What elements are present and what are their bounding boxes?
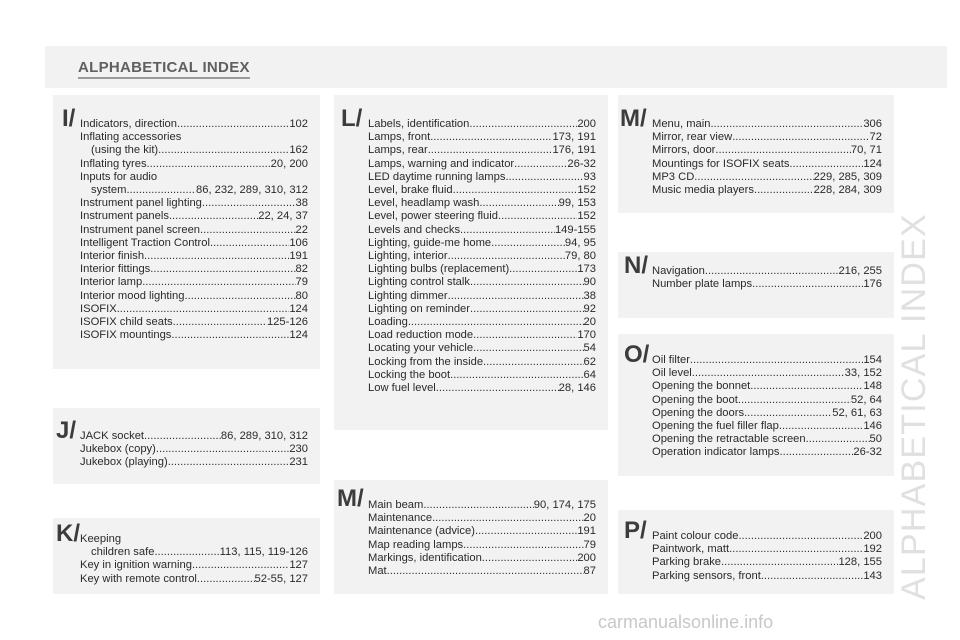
index-entry [80,250,308,263]
section-i-letter: I/ [62,105,76,132]
entry-label: Opening the fuel filler flap [652,420,779,433]
entry-label: Interior finish [80,250,145,263]
entry-pages: 176, 191 [552,144,596,157]
leader-dots [491,237,565,250]
index-entry [80,559,308,572]
entry-pages: 200 [577,551,596,564]
entry-label: Instrument panel lighting [80,197,202,210]
entry-pages: 229, 285, 309 [813,170,882,183]
entry-label: system [91,184,127,197]
index-entry [368,356,596,369]
section-o-letter: O/ [624,341,650,368]
index-entry [652,556,882,569]
entry-pages: 28, 146 [558,382,596,395]
entry-pages: 152 [577,210,596,223]
entry-pages: 127 [289,559,308,572]
index-entry [80,224,308,237]
entry-pages: 80 [295,289,308,302]
entry-label: Interior lamp [80,276,143,289]
entry-pages: 191 [577,525,596,538]
entry-label: Maintenance [368,512,433,525]
leader-dots [761,570,864,583]
entry-label: Map reading lamps [368,538,464,551]
entry-label: Parking sensors, front [652,569,761,582]
index-entry [652,380,882,393]
entry-label: Markings, identification [368,551,482,564]
entry-label: Load reduction mode [368,329,474,342]
entry-label: Opening the retractable screen [652,433,806,446]
index-entry [652,394,882,407]
entry-label: Lighting dimmer [368,289,448,302]
entry-label: JACK socket [80,430,145,442]
entry-pages: 192 [863,543,882,556]
index-entry [652,407,882,420]
entry-pages: 176 [863,278,882,291]
index-entry [368,118,596,131]
entry-label: ISOFIX mountings [80,329,172,342]
entry-pages: 72 [869,131,882,144]
entry-label: Locking the boot [368,368,451,381]
entry-label: MP3 CD [652,170,695,183]
leader-dots [168,456,290,469]
entry-pages: 200 [577,118,596,130]
leader-dots [738,530,863,543]
leader-dots [483,356,584,369]
entry-label: Low fuel level [368,382,436,395]
entry-label: Keeping [80,533,122,545]
entry-pages: 124 [863,157,882,170]
index-entry [652,420,882,433]
entry-label: Mirror, rear view [652,131,733,144]
index-entry [368,499,596,512]
index-entry [80,430,308,443]
entry-label: Levels and checks [368,223,461,236]
entry-pages: 52, 64 [850,393,882,406]
leader-dots [690,354,863,367]
index-entry [368,369,596,382]
entry-pages: 38 [295,197,308,210]
entry-pages: 125-126 [266,316,308,329]
entry-label: Interior mood lighting [80,289,185,302]
leader-dots [469,118,577,131]
leader-dots [142,276,295,289]
entry-pages: 33, 152 [844,367,882,380]
index-entry [368,382,596,395]
entry-label: Instrument panels [80,210,169,223]
entry-label: ISOFIX [80,302,117,315]
entry-label: Menu, main [652,118,711,130]
entry-pages: 306 [863,118,882,130]
leader-dots [470,303,584,316]
entry-pages: 86, 232, 289, 310, 312 [196,184,308,197]
entry-label: Lighting on reminder [368,302,470,315]
entry-pages: 82 [295,263,308,276]
leader-dots [692,367,845,380]
section-o-entries [652,354,882,460]
entry-label: children safe [91,546,155,559]
index-entry [652,367,882,380]
leader-dots [147,158,271,171]
index-entry [652,118,882,131]
entry-pages: 162 [289,144,308,157]
index-entry [652,543,882,556]
entry-pages: 102 [289,118,308,130]
entry-label: (using the kit) [91,144,159,157]
leader-dots [694,171,813,184]
entry-pages: 170 [577,329,596,342]
index-entry [80,533,308,546]
leader-dots [710,118,863,131]
entry-pages: 20 [583,512,596,525]
leader-dots [436,382,559,395]
watermark-footer: carmanualsonline.info [598,612,774,632]
index-entry [80,456,308,469]
index-entry [80,546,308,559]
section-k-letter: K/ [56,520,80,547]
entry-pages: 22, 24, 37 [258,210,308,223]
leader-dots [721,556,838,569]
index-entry [80,210,308,223]
leader-dots [171,329,289,342]
entry-pages: 231 [289,456,308,469]
entry-label: Lamps, front [368,131,431,144]
entry-pages: 124 [289,329,308,342]
entry-pages: 90, 174, 175 [533,499,596,511]
entry-pages: 92 [583,302,596,315]
index-entry [652,530,882,543]
entry-label: Level, power steering fluid [368,210,498,223]
entry-pages: 26-32 [853,446,882,459]
section-m1-letter: M/ [337,485,364,512]
leader-dots [144,430,221,443]
leader-dots [177,118,289,131]
entry-label: LED daytime running lamps [368,170,506,183]
entry-pages: 20, 200 [270,157,308,170]
leader-dots [158,144,289,157]
entry-pages: 154 [863,354,882,366]
entry-pages: 128, 155 [838,556,882,569]
index-entry [80,290,308,303]
entry-pages: 230 [289,443,308,456]
entry-label: Indicators, direction [80,118,178,130]
leader-dots [117,303,290,316]
entry-label: Oil filter [652,354,690,366]
leader-dots [423,499,533,512]
leader-dots [144,250,289,263]
index-entry [368,290,596,303]
leader-dots [448,290,584,303]
leader-dots [754,184,814,197]
entry-pages: 148 [863,380,882,393]
index-entry [652,171,882,184]
entry-label: Main beam [368,499,424,511]
leader-dots [482,552,578,565]
entry-pages: 79 [583,538,596,551]
index-entry [652,131,882,144]
entry-pages: 90 [583,276,596,289]
index-entry [80,237,308,250]
section-p-letter: P/ [624,517,647,544]
index-entry [368,342,596,355]
entry-pages: 52-55, 127 [254,572,308,585]
index-entry [80,276,308,289]
entry-label: Locking from the inside [368,355,484,368]
leader-dots [192,559,289,572]
entry-label: Lighting bulbs (replacement) [368,263,510,276]
index-entry [652,184,882,197]
leader-dots [448,250,565,263]
entry-pages: 173, 191 [552,131,596,144]
side-title: ALPHABETICAL INDEX [895,213,933,600]
entry-label: Loading [368,316,408,329]
index-entry [368,512,596,525]
index-entry [80,158,308,171]
entry-label: Key with remote control [80,572,197,585]
entry-pages: 173 [577,263,596,276]
entry-label: Intelligent Traction Control [80,236,210,249]
leader-dots [744,407,832,420]
leader-dots [463,539,583,552]
entry-label: Locating your vehicle [368,342,474,355]
leader-dots [470,276,584,289]
index-entry [652,446,882,459]
entry-pages: 124 [289,302,308,315]
leader-dots [752,278,863,291]
leader-dots [738,394,851,407]
entry-pages: 99, 153 [558,197,596,210]
leader-dots [473,329,577,342]
leader-dots [156,443,289,456]
leader-dots [169,210,258,223]
entry-label: Music media players [652,184,754,197]
entry-label: Lighting, guide-me home [368,236,492,249]
entry-pages: 52, 61, 63 [832,406,882,419]
index-entry [652,570,882,583]
entry-pages: 79 [295,276,308,289]
leader-dots [200,224,296,237]
index-entry [80,303,308,316]
entry-pages: 54 [583,342,596,355]
leader-dots [705,265,839,278]
entry-pages: 106 [289,236,308,249]
entry-label: Opening the bonnet [652,380,751,393]
entry-pages: 149-155 [554,223,596,236]
index-entry [368,224,596,237]
entry-label: Inflating tyres [80,157,147,170]
index-entry [368,237,596,250]
index-entry [652,278,882,291]
entry-label: Lighting control stalk [368,276,470,289]
section-i-entries [80,118,308,342]
index-entry [368,263,596,276]
leader-dots [750,380,863,393]
leader-dots [789,158,863,171]
index-entry [368,329,596,342]
entry-label: Operation indicator lamps [652,446,780,459]
index-entry [368,184,596,197]
section-n-entries [652,265,882,291]
entry-label: Jukebox (playing) [80,456,168,469]
leader-dots [473,342,583,355]
index-entry [80,197,308,210]
index-entry [368,144,596,157]
leader-dots [184,290,295,303]
section-m2-entries [652,118,882,197]
index-entry [368,303,596,316]
entry-pages: 94, 95 [564,236,596,249]
index-entry [652,354,882,367]
entry-label: Jukebox (copy) [80,443,156,456]
entry-pages: 70, 71 [850,144,882,157]
leader-dots [715,144,850,157]
leader-dots [806,433,870,446]
entry-label: Paint colour code [652,530,739,542]
entry-pages: 191 [289,250,308,263]
entry-pages: 113, 115, 119-126 [219,546,308,559]
section-n-letter: N/ [624,252,648,279]
entry-label: Lamps, rear [368,144,428,157]
index-entry [368,552,596,565]
index-entry [652,265,882,278]
page-title: ALPHABETICAL INDEX [78,59,250,79]
index-entry [368,565,596,578]
index-entry [368,210,596,223]
index-entry [80,184,308,197]
leader-dots [479,197,558,210]
index-entry [368,131,596,144]
entry-pages: 64 [583,368,596,381]
section-p-entries [652,530,882,583]
index-entry [80,573,308,586]
section-j-letter: J/ [56,417,77,444]
index-entry [368,250,596,263]
leader-dots [453,184,578,197]
leader-dots [732,131,869,144]
leader-dots [514,158,567,171]
leader-dots [387,565,584,578]
entry-label: Opening the boot [652,393,738,406]
entry-pages: 20 [583,316,596,329]
entry-label: Parking brake [652,556,722,569]
entry-pages: 216, 255 [838,265,882,277]
index-entry [80,171,308,184]
section-m1-entries [368,499,596,578]
leader-dots [126,184,196,197]
entry-label: Mirrors, door [652,144,716,157]
entry-label: Key in ignition warning [80,559,192,572]
leader-dots [197,573,255,586]
entry-label: Instrument panel screen [80,223,201,236]
index-entry [368,197,596,210]
entry-pages: 228, 284, 309 [813,184,882,197]
entry-label: Mountings for ISOFIX seats [652,157,790,170]
entry-label: Interior fittings [80,263,151,276]
entry-pages: 50 [869,433,882,446]
section-l-entries [368,118,596,395]
index-entry [368,276,596,289]
index-entry [80,316,308,329]
section-l-letter: L/ [341,105,363,132]
leader-dots [430,131,552,144]
entry-label: Lighting, interior [368,250,448,263]
entry-label: Paintwork, matt [652,543,730,556]
index-entry [368,316,596,329]
entry-label: Inputs for audio [80,170,158,183]
leader-dots [154,546,219,559]
index-entry [80,131,308,144]
leader-dots [498,210,577,223]
entry-label: Lamps, warning and indicator [368,157,515,170]
leader-dots [509,263,577,276]
index-entry [368,539,596,552]
entry-label: ISOFIX child seats [80,316,173,329]
entry-pages: 146 [863,420,882,433]
leader-dots [475,525,577,538]
entry-label: Labels, identification [368,118,470,130]
index-entry [368,158,596,171]
index-entry [652,433,882,446]
entry-label: Level, headlamp wash [368,197,480,210]
index-entry [652,144,882,157]
index-entry [80,443,308,456]
index-entry [80,118,308,131]
index-entry [368,171,596,184]
leader-dots [210,237,289,250]
entry-label: Level, brake fluid [368,184,453,197]
entry-pages: 87 [583,565,596,578]
entry-pages: 93 [583,170,596,183]
entry-pages: 62 [583,355,596,368]
entry-pages: 22 [295,223,308,236]
entry-label: Oil level [652,367,692,380]
leader-dots [779,420,863,433]
leader-dots [729,543,863,556]
index-entry [652,158,882,171]
leader-dots [779,446,853,459]
leader-dots [150,263,295,276]
section-m2-letter: M/ [620,105,647,132]
section-j-entries [80,430,308,470]
entry-label: Navigation [652,265,705,277]
entry-label: Mat [368,565,387,578]
entry-label: Number plate lamps [652,278,753,291]
entry-pages: 26-32 [567,157,596,170]
index-entry [80,329,308,342]
leader-dots [428,144,553,157]
leader-dots [450,369,583,382]
leader-dots [408,316,584,329]
entry-label: Inflating accessories [80,131,182,144]
leader-dots [432,512,583,525]
leader-dots [505,171,583,184]
leader-dots [202,197,296,210]
entry-pages: 86, 289, 310, 312 [220,430,308,442]
index-entry [368,525,596,538]
entry-label: Opening the doors [652,406,745,419]
index-entry [80,144,308,157]
entry-pages: 200 [863,530,882,542]
section-k-entries [80,533,308,586]
entry-pages: 38 [583,289,596,302]
entry-pages: 143 [863,569,882,582]
entry-label: Maintenance (advice) [368,525,475,538]
index-entry [80,263,308,276]
leader-dots [460,224,555,237]
entry-pages: 79, 80 [564,250,596,263]
entry-pages: 152 [577,184,596,197]
leader-dots [173,316,267,329]
